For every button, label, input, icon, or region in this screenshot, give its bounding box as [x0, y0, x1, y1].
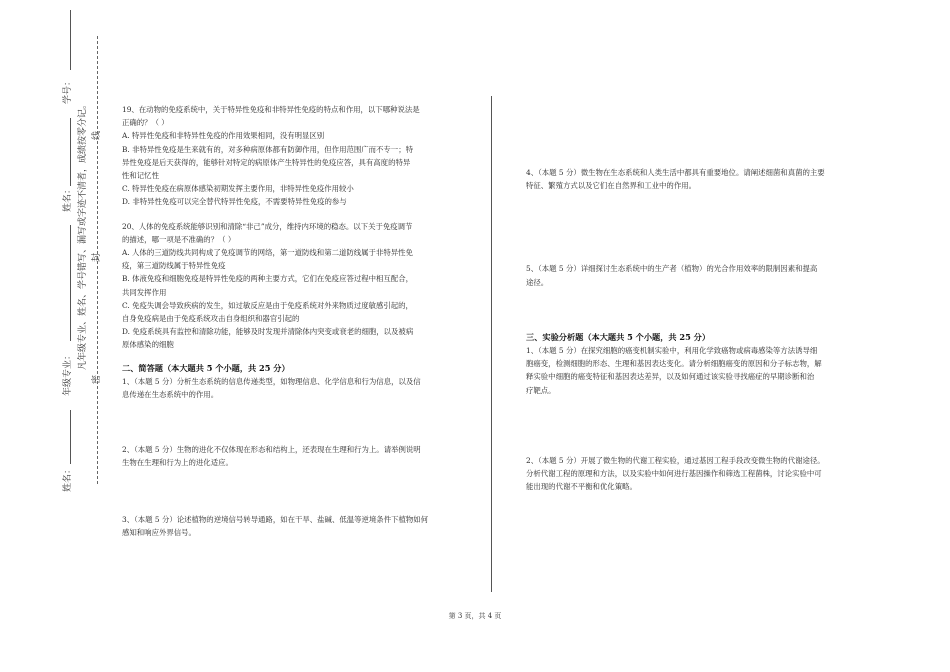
student-no-line: [70, 10, 71, 70]
cut-line: [97, 36, 98, 484]
sa5-line-1: 5、（本题 5 分）详细探讨生态系统中的生产者（植物）的光合作用效率的限制因素和提高: [526, 264, 818, 274]
column-divider: [491, 96, 492, 592]
sealed-mark: 封: [92, 252, 102, 262]
ex1-line-2: 胞癌变，检测细胞的形态、生理和基因表达变化。请分析细胞癌变的原因和分子标志物，解: [526, 359, 822, 369]
student-no-label: 学号：: [63, 76, 73, 104]
sa1-line-1: 1、（本题 5 分）分析生态系统的信息传递类型，如物理信息、化学信息和行为信息，以及信: [122, 376, 421, 386]
sa2-line-2: 生物在生理和行为上的进化适应。: [122, 458, 233, 468]
ex2-line-3: 能出现的代谢不平衡和优化策略。: [526, 482, 637, 492]
experiment-1: [526, 344, 866, 397]
q20-option-a-1: A. 人体的三道防线共同构成了免疫调节的网络，第一道防线和第二道防线属于非特异性免: [122, 248, 413, 258]
question-20: [122, 220, 467, 352]
q19-option-b-2: 异性免疫是后天获得的，能够针对特定的病原体产生特异性的免疫应答，具有高度的特异: [122, 157, 411, 167]
q20-option-b-1: B. 体液免疫和细胞免疫是特异性免疫的两种主要方式，它们在免疫应答过程中相互配合，: [122, 274, 413, 284]
ex1-line-1: 1、（本题 5 分）在探究细胞的癌变机制实验中，利用化学致癌物或病毒感染等方法诱导细: [526, 346, 818, 356]
ex1-line-4: 疗靶点。: [526, 385, 556, 395]
short-answer-1: [122, 375, 467, 401]
ex1-line-3: 释实验中细胞的癌变特征和基因表达差异，以及如何通过该实验寻找癌症的早期诊断和治: [526, 372, 815, 382]
left-column: [122, 103, 467, 539]
sa1-line-2: 息传递在生态系统中的作用。: [122, 390, 219, 400]
q20-option-c-1: C. 免疫失调会导致疾病的发生，如过敏反应是由于免疫系统对外来物质过度敏感引起的，: [122, 300, 413, 310]
binding-margin: [0, 0, 110, 672]
sa4-line-2: 特征、繁殖方式以及它们在自然界和工业中的作用。: [526, 181, 696, 191]
name-label: 姓名：: [63, 184, 73, 212]
grade-major-line: [70, 225, 71, 341]
seal-mark: 密: [92, 374, 102, 384]
line-mark: 线: [92, 130, 102, 140]
q19-stem-2: 正确的？（ ）: [122, 118, 169, 128]
q20-option-c-2: 自身免疫病是由于免疫系统攻击自身组织和器官引起的: [122, 314, 300, 324]
q19-option-c: C. 特异性免疫在病原体感染初期发挥主要作用，非特异性免疫作用较小: [122, 184, 354, 194]
sa3-line-2: 感知和响应外界信号。: [122, 527, 196, 537]
sa4-line-1: 4、（本题 5 分）微生物在生态系统和人类生活中都具有重要地位。请阐述细菌和真菌的主要: [526, 168, 825, 177]
short-answer-2: [122, 443, 467, 469]
name-line: [70, 118, 71, 186]
q20-option-a-2: 疫，第三道防线属于特异性免疫: [122, 261, 226, 271]
section-3-title: 三、实验分析题（本大题共 5 个小题，共 25 分）: [526, 331, 711, 342]
q20-stem-2: 的描述，哪一项是不准确的？（ ）: [122, 234, 236, 244]
short-answer-5: [526, 262, 866, 288]
ex2-line-1: 2、（本题 5 分）开展了微生物的代谢工程实验，通过基因工程手段改变微生物的代谢途径。: [526, 455, 825, 465]
sa3-line-1: 3、（本题 5 分）论述植物的逆境信号转导通路，如在干旱、盐碱、低温等逆境条件下植物如何: [122, 514, 429, 524]
section-2-title: 二、简答题（本大题共 5 个小题，共 25 分）: [122, 362, 290, 373]
q19-option-b-1: B. 非特异性免疫是生来就有的，对多种病原体都有防御作用，但作用范围广而不专一；特: [122, 144, 413, 154]
q20-option-d-1: D. 免疫系统具有监控和清除功能，能够及时发现并清除体内突变或衰老的细胞，以及被病: [122, 327, 414, 337]
q19-option-a: A. 特异性免疫和非特异性免疫的作用效果相同，没有明显区别: [122, 131, 325, 141]
q20-stem-1: 20、人体的免疫系统能够识别和清除“非己”成分，维持内环境的稳态。以下关于免疫调节: [122, 221, 413, 231]
ex2-line-2: 分析代谢工程的原理和方法，以及实验中如何进行基因操作和筛选工程菌株，讨论实验中可: [526, 469, 822, 479]
right-column: [526, 166, 866, 493]
school-label: 姓名：: [63, 464, 73, 492]
short-answer-4: [526, 166, 866, 192]
sa5-line-2: 途径。: [526, 277, 549, 287]
sa2-line-1: 2、（本题 5 分）生物的进化不仅体现在形态和结构上，还表现在生理和行为上。请举例说明: [122, 445, 421, 455]
short-answer-3: [122, 513, 467, 539]
q19-option-b-3: 性和记忆性: [122, 171, 159, 181]
binding-instruction: 凡年级专业、姓名、学号错写、漏写或字迹不清者，成绩按零分记。: [78, 99, 88, 370]
grade-major-label: 年级专业：: [63, 350, 73, 396]
school-line: [70, 410, 71, 464]
q20-option-b-2: 共同发挥作用: [122, 287, 167, 297]
page-number: 第 3 页，共 4 页: [448, 612, 502, 620]
q19-option-d: D. 非特异性免疫可以完全替代特异性免疫，不需要特异性免疫的参与: [122, 197, 347, 207]
q19-stem-1: 19、在动物的免疫系统中，关于特异性免疫和非特异性免疫的特点和作用，以下哪种说法是: [122, 105, 420, 114]
q20-option-d-2: 原体感染的细胞: [122, 340, 174, 350]
question-19: [122, 103, 467, 209]
experiment-2: [526, 454, 866, 494]
